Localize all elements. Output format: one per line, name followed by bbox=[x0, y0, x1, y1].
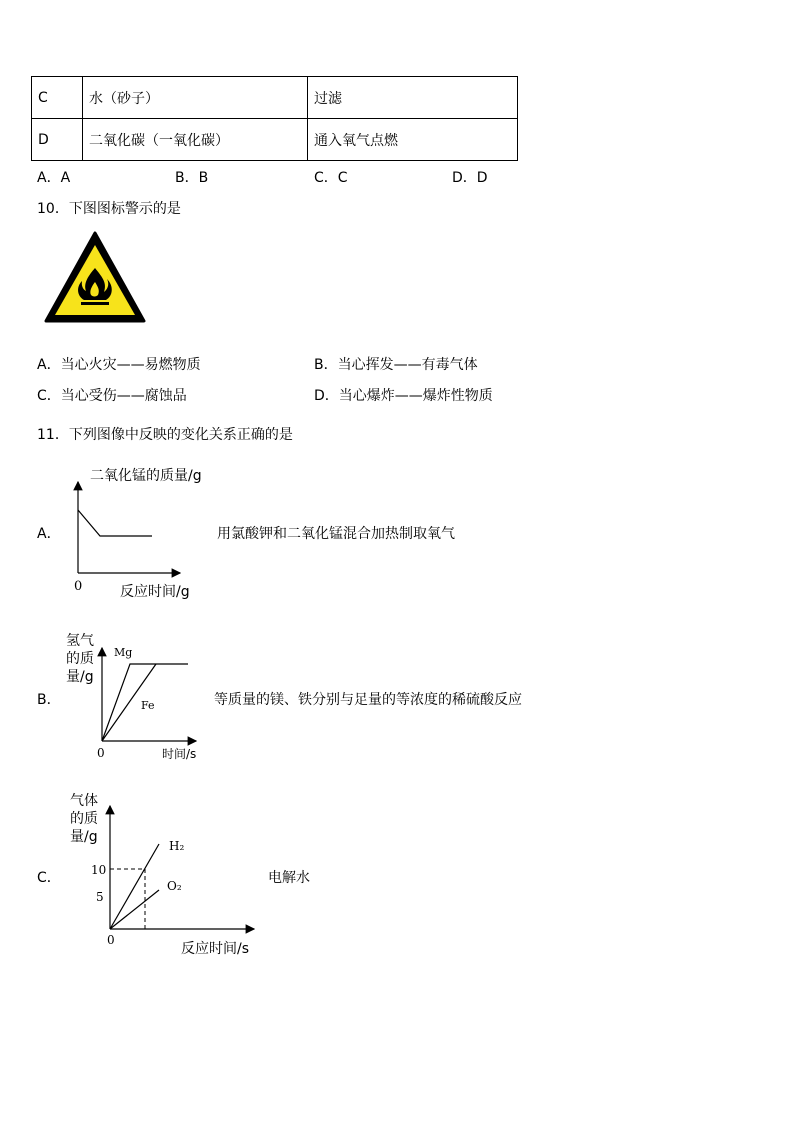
graph-c-ytick-5: 5 bbox=[96, 890, 104, 904]
graph-c-xlabel: 反应时间/s bbox=[181, 941, 250, 957]
graph-c bbox=[88, 800, 263, 960]
q9-answer-b: B．B bbox=[175, 170, 209, 186]
graph-c-ylabel-line: 的质 bbox=[70, 811, 98, 827]
graph-a-ylabel: 二氧化锰的质量/g bbox=[90, 468, 202, 484]
q10-option-b: B．当心挥发——有毒气体 bbox=[314, 357, 478, 373]
q11-stem: 11．下列图像中反映的变化关系正确的是 bbox=[37, 427, 293, 443]
graph-a-origin: 0 bbox=[74, 579, 83, 594]
row-substance: 二氧化碳（一氧化碳） bbox=[83, 119, 308, 161]
row-method: 过滤 bbox=[308, 77, 518, 119]
q11-letter-c: C． bbox=[37, 870, 61, 886]
graph-b-fe-label: Fe bbox=[141, 699, 155, 712]
row-letter: D bbox=[32, 119, 83, 161]
table-row bbox=[32, 119, 518, 161]
q10-option-c: C．当心受伤——腐蚀品 bbox=[37, 388, 187, 404]
graph-c-h2-line bbox=[110, 844, 159, 929]
q10-option-d: D．当心爆炸——爆炸性物质 bbox=[314, 388, 493, 404]
graph-b bbox=[90, 642, 210, 767]
q9-answer-a: A．A bbox=[37, 170, 71, 186]
q11-letter-a: A． bbox=[37, 526, 61, 542]
graph-c-ylabel-line: 量/g bbox=[70, 829, 98, 845]
graph-b-ylabel-line: 量/g bbox=[66, 669, 94, 685]
graph-b-ylabel-line: 氢气 bbox=[66, 633, 94, 649]
row-method: 通入氧气点燃 bbox=[308, 119, 518, 161]
q10-stem: 10．下图图标警示的是 bbox=[37, 201, 181, 217]
graph-c-o2-line bbox=[110, 890, 159, 929]
graph-a-line bbox=[78, 510, 152, 536]
q9-answer-d: D．D bbox=[452, 170, 488, 186]
flammable-warning-icon bbox=[43, 230, 147, 324]
graph-b-origin: 0 bbox=[97, 746, 105, 760]
graph-b-ylabel-line: 的质 bbox=[66, 651, 94, 667]
row-letter: C bbox=[32, 77, 83, 119]
q10-option-a: A．当心火灾——易燃物质 bbox=[37, 357, 201, 373]
row-substance: 水（砂子） bbox=[83, 77, 308, 119]
options-table bbox=[31, 76, 518, 161]
graph-c-origin: 0 bbox=[107, 933, 115, 947]
q11-c-description: 电解水 bbox=[268, 870, 310, 886]
q11-letter-b: B． bbox=[37, 692, 61, 708]
q11-b-description: 等质量的镁、铁分别与足量的等浓度的稀硫酸反应 bbox=[214, 692, 522, 708]
graph-c-ytick-10: 10 bbox=[91, 863, 107, 877]
graph-c-h2-label: H₂ bbox=[169, 839, 185, 853]
graph-c-o2-label: O₂ bbox=[167, 879, 182, 893]
graph-b-mg-label: Mg bbox=[114, 646, 133, 659]
table-row bbox=[32, 77, 518, 119]
graph-b-xlabel: 时间/s bbox=[162, 747, 197, 761]
q11-a-description: 用氯酸钾和二氧化锰混合加热制取氧气 bbox=[217, 526, 455, 542]
graph-c-ylabel-line: 气体 bbox=[70, 793, 98, 809]
graph-a bbox=[60, 462, 220, 602]
q9-answer-c: C．C bbox=[314, 170, 348, 186]
graph-a-xlabel: 反应时间/g bbox=[120, 584, 190, 600]
